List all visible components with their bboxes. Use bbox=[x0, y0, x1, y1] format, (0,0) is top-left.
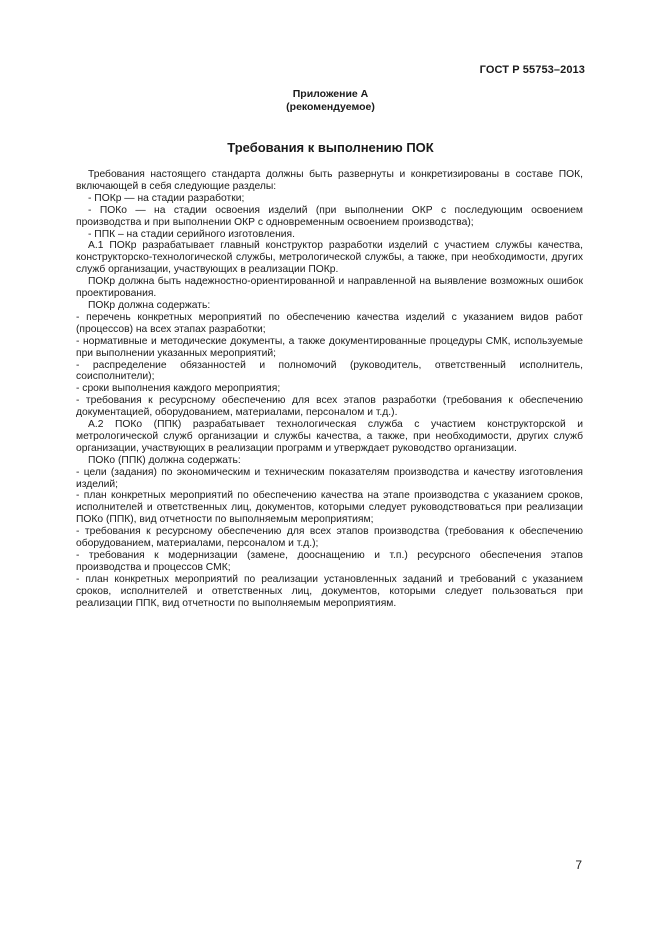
body-paragraph: ПОКр должна содержать: bbox=[88, 299, 211, 311]
body-paragraph: - перечень конкретных мероприятий по обеспечению качества изделий с указанием видов работ (процессов) на всех этапах разработки; bbox=[76, 311, 583, 335]
body-text bbox=[76, 169, 583, 610]
document-code: ГОСТ Р 55753–2013 bbox=[479, 64, 585, 76]
body-paragraph: - распределение обязанностей и полномочий (руководитель, ответственный исполнитель, соисполнители); bbox=[76, 359, 583, 383]
appendix-status: (рекомендуемое) bbox=[286, 101, 375, 113]
body-paragraph: А.1 ПОКр разрабатывает главный конструктор разработки изделий с участием службы качества, конструкторско-технологической службы, метрологической службы, а также, при необходимости, других служб организации, участвующих в реализации ПОКр. bbox=[76, 240, 583, 276]
body-paragraph: - требования к модернизации (замене, дооснащению и т.п.) ресурсного обеспечения этапов производства и процессов СМК; bbox=[76, 550, 583, 573]
body-paragraph: ПОКр должна быть надежностно-ориентированной и направленной на выявление возможных ошибок проектирования. bbox=[76, 276, 583, 300]
body-paragraph: - нормативные и методические документы, а также документированные процедуры СМК, используемые при выполнении указанных мероприятий; bbox=[76, 335, 583, 359]
body-paragraph: ПОКо (ППК) должна содержать: bbox=[88, 454, 241, 466]
page-number: 7 bbox=[575, 858, 582, 872]
body-paragraph: Требования настоящего стандарта должны быть развернуты и конкретизированы в составе ПОК, включающей в себя следующие разделы: bbox=[76, 169, 583, 192]
body-paragraph: - требования к ресурсному обеспечению для всех этапов разработки (требования к обеспечению документацией, оборудованием, материалами, персоналом и т.д.). bbox=[76, 395, 583, 419]
body-paragraph: - ПОКр — на стадии разработки; bbox=[88, 192, 245, 204]
body-paragraph: - план конкретных мероприятий по обеспечению качества на этапе производства с указанием сроков, исполнителей и ответственных лиц, документов, которыми следует руководствоваться при реализации ПОКо (ППК), вид отчетности по выполняемым мероприятиям; bbox=[76, 490, 583, 526]
body-paragraph: - план конкретных мероприятий по реализации установленных заданий и требований с указанием сроков, исполнителей и ответственных лиц, документов, которыми следует пользоваться при реализации ППК, вид отчетности по выполняемым мероприятиям. bbox=[76, 573, 583, 609]
appendix-heading bbox=[0, 88, 661, 114]
body-paragraph: - ПОКо — на стадии освоения изделий (при выполнении ОКР с последующим освоением производства и при выполнении ОКР с одновременным освоением производства); bbox=[76, 204, 583, 228]
body-paragraph: - ППК – на стадии серийного изготовления. bbox=[88, 228, 295, 240]
appendix-label: Приложение А bbox=[292, 88, 369, 100]
body-paragraph: - сроки выполнения каждого мероприятия; bbox=[76, 383, 281, 395]
body-paragraph: - требования к ресурсному обеспечению для всех этапов производства (требования к обеспечению оборудованием, материалами, персоналом и т.д.); bbox=[76, 526, 583, 550]
section-title: Требования к выполнению ПОК bbox=[227, 140, 434, 155]
body-paragraph: - цели (задания) по экономическим и техническим показателям производства и качеству изготовления изделий; bbox=[76, 466, 583, 490]
body-paragraph: А.2 ПОКо (ППК) разрабатывает технологическая служба с участием конструкторской и метрологической служб организации и службы качества, а также, при необходимости, других служб организации, участвующих в реализации программ и утверждает руководство организации. bbox=[76, 419, 583, 454]
